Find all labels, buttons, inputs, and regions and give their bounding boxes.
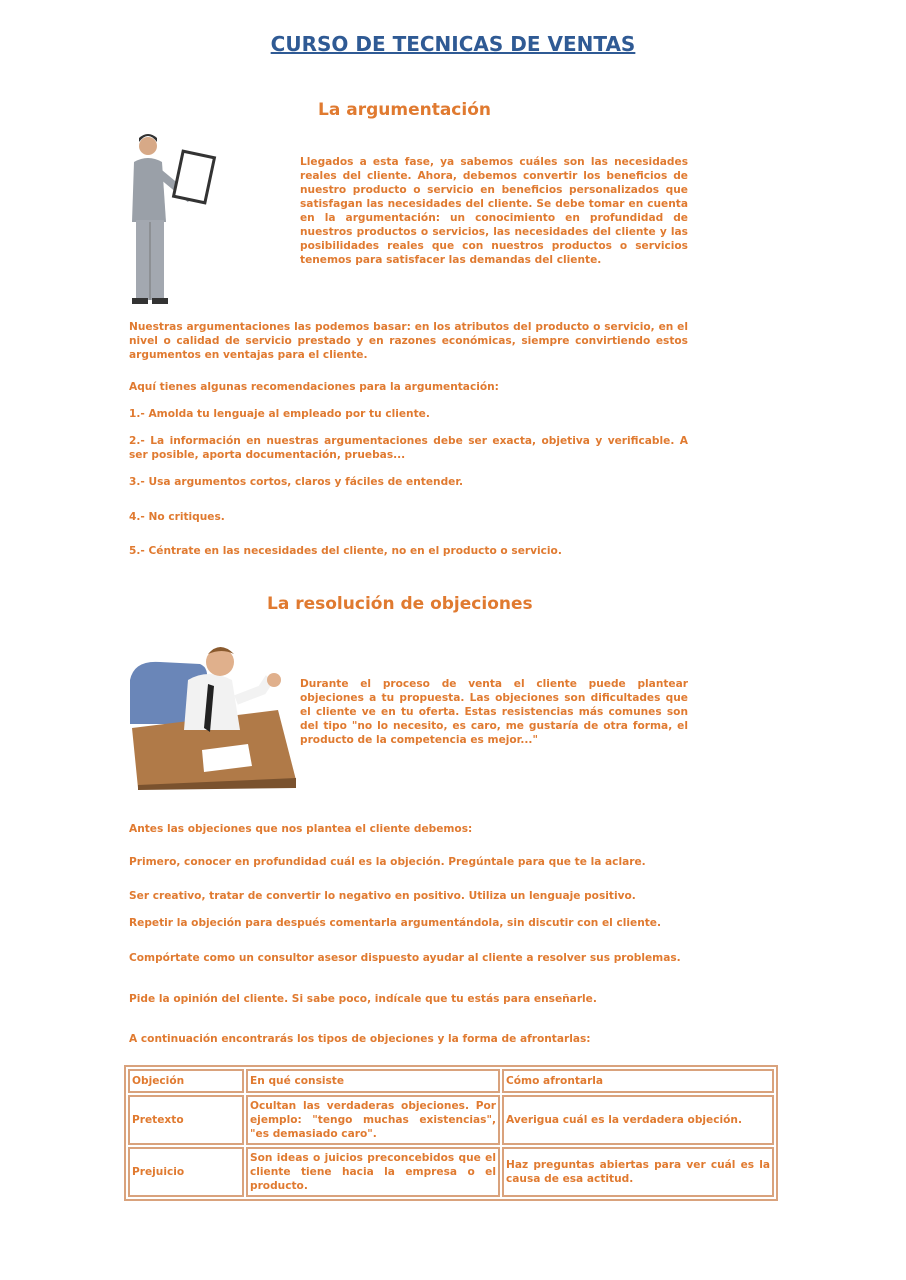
recommendation-item: 5.- Céntrate en las necesidades del cliente, no en el producto o servicio.: [129, 545, 562, 557]
table-cell: Son ideas o juicios preconcebidos que el cliente tiene hacia la empresa o el producto.: [246, 1147, 500, 1197]
table-cell: Averigua cuál es la verdadera objeción.: [502, 1095, 774, 1145]
recommendation-item: 2.- La información en nuestras argumentaciones debe ser exacta, objetiva y verificable. A ser posible, aporta documentación, pruebas...: [129, 435, 688, 461]
objections-table: [124, 1065, 778, 1201]
objeciones-paragraph: Pide la opinión del cliente. Si sabe poco, indícale que tu estás para enseñarle.: [129, 993, 597, 1005]
table-row: [128, 1147, 774, 1197]
recommendation-item: 1.- Amolda tu lenguaje al empleado por tu cliente.: [129, 408, 430, 420]
objeciones-intro: Durante el proceso de venta el cliente puede plantear objeciones a tu propuesta. Las objeciones son dificultades que el cliente ve en tu oferta. Estas resistencias más comunes son del tipo "no lo necesito, es caro, me gustaría de otra forma, el producto de la competencia es mejor...": [300, 678, 688, 746]
objeciones-paragraph: A continuación encontrarás los tipos de objeciones y la forma de afrontarlas:: [129, 1033, 591, 1045]
objeciones-paragraph: Ser creativo, tratar de convertir lo negativo en positivo. Utiliza un lenguaje positivo.: [129, 890, 636, 902]
recommendation-item: 4.- No critiques.: [129, 511, 225, 523]
table-header-cell: Cómo afrontarla: [502, 1069, 774, 1093]
table-cell: Haz preguntas abiertas para ver cuál es la causa de esa actitud.: [502, 1147, 774, 1197]
table-header-cell: En qué consiste: [246, 1069, 500, 1093]
table-cell: Prejuicio: [128, 1147, 244, 1197]
table-header-row: [128, 1069, 774, 1093]
argumentacion-paragraph: Nuestras argumentaciones las podemos basar: en los atributos del producto o servicio, en el nivel o calidad de servicio prestado y en razones económicas, siempre convirtiendo estos argumentos en ventajas para el cliente.: [129, 321, 688, 361]
objeciones-paragraph: Compórtate como un consultor asesor dispuesto ayudar al cliente a resolver sus problemas.: [129, 952, 681, 964]
objeciones-paragraph: Antes las objeciones que nos plantea el cliente debemos:: [129, 823, 473, 835]
objeciones-paragraph: Primero, conocer en profundidad cuál es la objeción. Pregúntale para que te la aclare.: [129, 856, 646, 868]
section-heading-objeciones: La resolución de objeciones: [267, 594, 533, 614]
businessman-clipboard-illustration: [126, 132, 218, 307]
page-title: CURSO DE TECNICAS DE VENTAS: [270, 32, 636, 56]
table-cell: Ocultan las verdaderas objeciones. Por ejemplo: "tengo muchas existencias", "es demasiado caro".: [246, 1095, 500, 1145]
objeciones-paragraph: Repetir la objeción para después comentarla argumentándola, sin discutir con el cliente.: [129, 917, 662, 929]
recommendations-intro: Aquí tienes algunas recomendaciones para la argumentación:: [129, 381, 499, 393]
table-row: [128, 1095, 774, 1145]
argumentacion-intro: Llegados a esta fase, ya sabemos cuáles son las necesidades reales del cliente. Ahora, debemos convertir los beneficios de nuestro producto o servicio en beneficios personalizados que satisfagan las necesidades del cliente. Se debe tomar en cuenta en la argumentación: un conocimiento en profundidad de nuestros productos o servicios, las necesidades del cliente y las posibilidades reales que con nuestros productos o servicios tenemos para satisfacer las demandas del cliente.: [300, 156, 688, 266]
table-header-cell: Objeción: [128, 1069, 244, 1093]
recommendation-item: 3.- Usa argumentos cortos, claros y fáciles de entender.: [129, 476, 464, 488]
table-cell: Pretexto: [128, 1095, 244, 1145]
section-heading-argumentacion: La argumentación: [318, 100, 491, 120]
angry-client-desk-illustration: [128, 640, 298, 790]
